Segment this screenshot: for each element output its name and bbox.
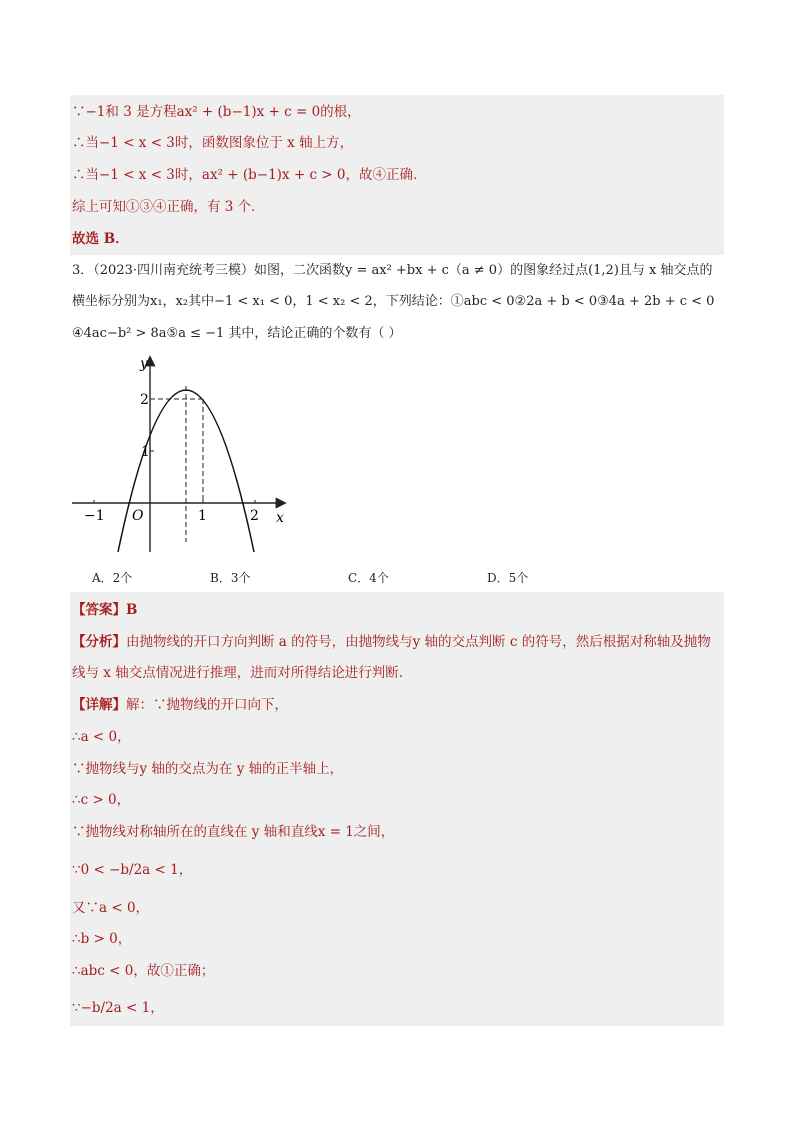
solution-line: ∴当−1 < x < 3时，ax² + (b−1)x + c > 0，故④正确． (72, 167, 427, 183)
option-a: A．2个 (92, 571, 133, 585)
x-axis-label: x (276, 510, 284, 526)
answer-tag: 【答案】 (72, 602, 126, 618)
tick-label-x2: 2 (250, 508, 259, 524)
option-b: B．3个 (210, 571, 251, 585)
question-line: 3．（2023·四川南充统考三模）如图，二次函数y = ax² +bx + c（a ≠ 0）的图象经过点(1,2)且与 x 轴交点的 (72, 263, 713, 278)
tick-label-y2: 2 (140, 392, 149, 408)
detail-line: ∴c > 0， (72, 792, 131, 808)
analysis-line: 线与 x 轴交点情况进行推理，进而对所得结论进行判断． (72, 665, 413, 681)
analysis-line (72, 633, 711, 651)
origin-label: O (132, 508, 144, 524)
question-line: ④4ac−b² > 8a⑤a ≤ −1 其中，结论正确的个数有（ ） (72, 326, 402, 341)
detail-line: ∴b > 0， (72, 931, 132, 947)
detail-tag: 【详解】 (72, 697, 126, 713)
analysis-tag: 【分析】 (72, 634, 126, 650)
detail-line: 又∵a < 0， (72, 900, 150, 916)
detail-line: ∵抛物线对称轴所在的直线在 y 轴和直线x = 1之间， (72, 824, 395, 840)
solution-line: 故选 B． (72, 231, 129, 247)
solution-line: ∴当−1 < x < 3时，函数图象位于 x 轴上方， (72, 135, 354, 151)
parabola-figure (68, 352, 298, 562)
y-axis-label: y (140, 356, 148, 372)
question-line: 横坐标分别为x₁，x₂其中−1 < x₁ < 0，1 < x₂ < 2，下列结论：①abc < 0②2a + b < 0③4a + 2b + c < 0 (72, 294, 715, 309)
solution-line: 综上可知①③④正确，有 3 个． (72, 199, 265, 215)
detail-line: ∴a < 0， (72, 729, 131, 745)
detail-line: ∵0 < −b/2a < 1， (72, 862, 193, 878)
solution-band-bottom (70, 592, 724, 1026)
answer-value: B (126, 602, 138, 618)
tick-label-x1: 1 (198, 508, 207, 524)
detail-line: ∵−b/2a < 1， (72, 1000, 164, 1016)
tick-label-xm1: −1 (84, 508, 105, 524)
answer-line (72, 601, 137, 619)
detail-line: ∴abc < 0，故①正确； (72, 963, 215, 979)
tick-label-y1: 1 (141, 444, 150, 460)
detail-text: 解：∵抛物线的开口向下， (126, 697, 288, 713)
option-d: D．5个 (487, 571, 529, 585)
detail-line (72, 696, 288, 714)
option-c: C．4个 (348, 571, 389, 585)
detail-line: ∵抛物线与y 轴的交点为在 y 轴的正半轴上， (72, 761, 344, 777)
solution-line: ∵−1和 3 是方程ax² + (b−1)x + c = 0的根， (72, 104, 361, 120)
analysis-text: 由抛物线的开口方向判断 a 的符号，由抛物线与y 轴的交点判断 c 的符号，然后根据对称轴及抛物 (126, 634, 711, 650)
